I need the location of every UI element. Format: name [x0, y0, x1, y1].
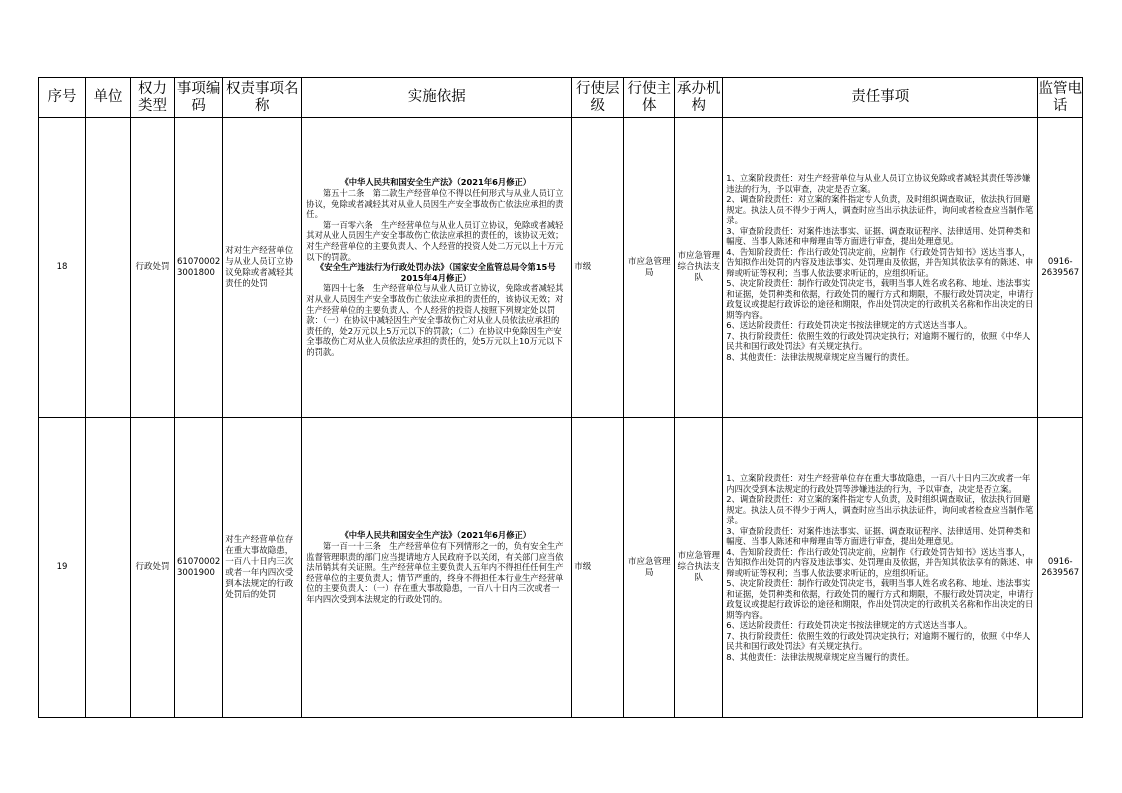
responsibility-item: 3、审查阶段责任：对案件违法事实、证据、调查取证程序、法律适用、处罚种类和幅度、当事人陈述和申辩理由等方面进行审查，提出处理意见。 [726, 225, 1031, 246]
responsibility-item: 3、审查阶段责任：对案件违法事实、证据、调查取证程序、法律适用、处罚种类和幅度、当事人陈述和申辩理由等方面进行审查，提出处理意见。 [726, 525, 1031, 546]
row-level: 市级 [572, 118, 624, 418]
row-subject: 市应急管理局 [624, 118, 675, 418]
table-row [39, 418, 1083, 718]
responsibility-item: 4、告知阶段责任：作出行政处罚决定前，应制作《行政处罚告知书》送达当事人，告知拟作出处罚的内容及违法事实、处罚理由及依据，并告知其依法享有的陈述、申辩或听证等权利；当事人依法要求听证的，应组织听证。 [726, 246, 1034, 278]
responsibility-item: 7、执行阶段责任：依照生效的行政处罚决定执行；对逾期不履行的，依照《中华人民共和国行政处罚法》有关规定执行。 [726, 630, 1031, 651]
header-power-type: 权力类型 [131, 78, 175, 118]
row-basis [302, 118, 572, 418]
power-responsibility-table [38, 77, 1083, 718]
basis-article: 第一百零六条 生产经营单位与从业人员订立协议，免除或者减轻其对从业人员因生产安全事故伤亡依法应承担的责任的，该协议无效；对生产经营单位的主要负责人、个人经营的投资人处二万元以上十万元以下的罚款。 [306, 219, 564, 262]
header-basis: 实施依据 [302, 78, 572, 118]
row-phone: 0916-2639567 [1038, 118, 1083, 418]
header-subject: 行使主体 [624, 78, 675, 118]
responsibility-item: 7、执行阶段责任：依照生效的行政处罚决定执行；对逾期不履行的，依照《中华人民共和国行政处罚法》有关规定执行。 [726, 330, 1031, 351]
header-level: 行使层级 [572, 78, 624, 118]
responsibility-item: 6、送达阶段责任：行政处罚决定书按法律规定的方式送达当事人。 [726, 320, 973, 330]
responsibility-item: 2、调查阶段责任：对立案的案件指定专人负责，及时组织调查取证，依法执行回避规定。执法人员不得少于两人，调查时应当出示执法证件，询问或者检查应当制作笔录。 [726, 494, 1034, 525]
row-handler: 市应急管理综合执法支队 [675, 118, 723, 418]
row-level: 市级 [572, 418, 624, 718]
header-code: 事项编码 [175, 78, 223, 118]
row-code: 61070002 3001900 [175, 418, 223, 718]
row-handler: 市应急管理综合执法支队 [675, 418, 723, 718]
responsibility-item: 4、告知阶段责任：作出行政处罚决定前，应制作《行政处罚告知书》送达当事人，告知拟作出处罚的内容及违法事实、处罚理由及依据，并告知其依法享有的陈述、申辩或听证等权利；当事人依法要求听证的，应组织听证。 [726, 546, 1034, 578]
header-unit: 单位 [86, 78, 131, 118]
responsibility-item: 1、立案阶段责任：对生产经营单位与从业人员订立协议免除或者减轻其责任等涉嫌违法的行为，予以审查，决定是否立案。 [726, 173, 1031, 194]
row-phone: 0916-2639567 [1038, 418, 1083, 718]
table-row [39, 118, 1083, 418]
responsibility-item: 5、决定阶段责任：制作行政处罚决定书，载明当事人姓名或名称、地址、违法事实和证据，处罚种类和依据，行政处罚的履行方式和期限，不服行政处罚决定，申请行政复议或提起行政诉讼的途径和期限，作出处罚决定的行政机关名称和作出决定的日期等内容。 [726, 278, 1034, 320]
responsibility-item: 6、送达阶段责任：行政处罚决定书按法律规定的方式送达当事人。 [726, 620, 973, 630]
header-row [39, 78, 1083, 118]
basis-law-title: 《安全生产违法行为行政处罚办法》（国家安全监管总局令第15号 2015年4月修正） [315, 262, 556, 283]
row-unit [86, 418, 131, 718]
responsibility-item: 5、决定阶段责任：制作行政处罚决定书，载明当事人姓名或名称、地址、违法事实和证据，处罚种类和依据，行政处罚的履行方式和期限，不服行政处罚决定，申请行政复议或提起行政诉讼的途径和期限，作出处罚决定的行政机关名称和作出决定的日期等内容。 [726, 578, 1034, 620]
row-code: 61070002 3001800 [175, 118, 223, 418]
row-responsibility [723, 418, 1038, 718]
header-name: 权责事项名称 [223, 78, 302, 118]
responsibility-item: 8、其他责任：法律法规规章规定应当履行的责任。 [726, 351, 915, 362]
header-responsibility: 责任事项 [723, 78, 1038, 118]
row-unit [86, 118, 131, 418]
row-responsibility [723, 118, 1038, 418]
basis-law-title: 《中华人民共和国安全生产法》（2021年6月修正） [340, 530, 532, 541]
row-power-type: 行政处罚 [131, 418, 175, 718]
row-seq: 19 [39, 418, 86, 718]
basis-law-title: 《中华人民共和国安全生产法》（2021年6月修正） [340, 177, 532, 188]
basis-article: 第四十七条 生产经营单位与从业人员订立协议，免除或者减轻其对从业人员因生产安全事故伤亡依法应承担的责任的，该协议无效；对生产经营单位的主要负责人、个人经营的投资人按照下列规定处以罚款：（一）在协议中减轻因生产安全事故伤亡对从业人员依法应承担的责任的，处2万元以上5万元以下的罚款；（二）在协议中免除因生产安全事故伤亡对从业人员依法应承担的责任的，处5万元以上10万元以下的罚款。 [306, 283, 564, 357]
header-seq: 序号 [39, 78, 86, 118]
row-power-type: 行政处罚 [131, 118, 175, 418]
responsibility-item: 1、立案阶段责任：对生产经营单位存在重大事故隐患，一百八十日内三次或者一年内四次受到本法规定的行政处罚等涉嫌违法的行为，予以审查，决定是否立案。 [726, 473, 1031, 494]
row-name: 对生产经营单位存在重大事故隐患，一百八十日内三次或者一年内四次受到本法规定的行政处罚后的处罚 [223, 418, 302, 718]
row-name: 对对生产经营单位与从业人员订立协议免除或者减轻其责任的处罚 [223, 118, 302, 418]
row-seq: 18 [39, 118, 86, 418]
row-basis [302, 418, 572, 718]
basis-article: 第五十二条 第二款生产经营单位不得以任何形式与从业人员订立协议，免除或者减轻其对从业人员因生产安全事故伤亡依法应承担的责任。 [306, 188, 564, 220]
basis-article: 第一百一十三条 生产经营单位有下列情形之一的，负有安全生产监督管理职责的部门应当提请地方人民政府予以关闭，有关部门应当依法吊销其有关证照。生产经营单位主要负责人五年内不得担任任何生产经营单位的主要负责人；情节严重的，终身不得担任本行业生产经营单位的主要负责人：（一）存在重大事故隐患，一百八十日内三次或者一年内四次受到本法规定的行政处罚的。 [306, 541, 564, 604]
responsibility-item: 8、其他责任：法律法规规章规定应当履行的责任。 [726, 651, 915, 662]
row-subject: 市应急管理局 [624, 418, 675, 718]
header-handler: 承办机构 [675, 78, 723, 118]
header-phone: 监管电话 [1038, 78, 1083, 118]
responsibility-item: 2、调查阶段责任：对立案的案件指定专人负责，及时组织调查取证，依法执行回避规定。执法人员不得少于两人，调查时应当出示执法证件，询问或者检查应当制作笔录。 [726, 194, 1034, 225]
